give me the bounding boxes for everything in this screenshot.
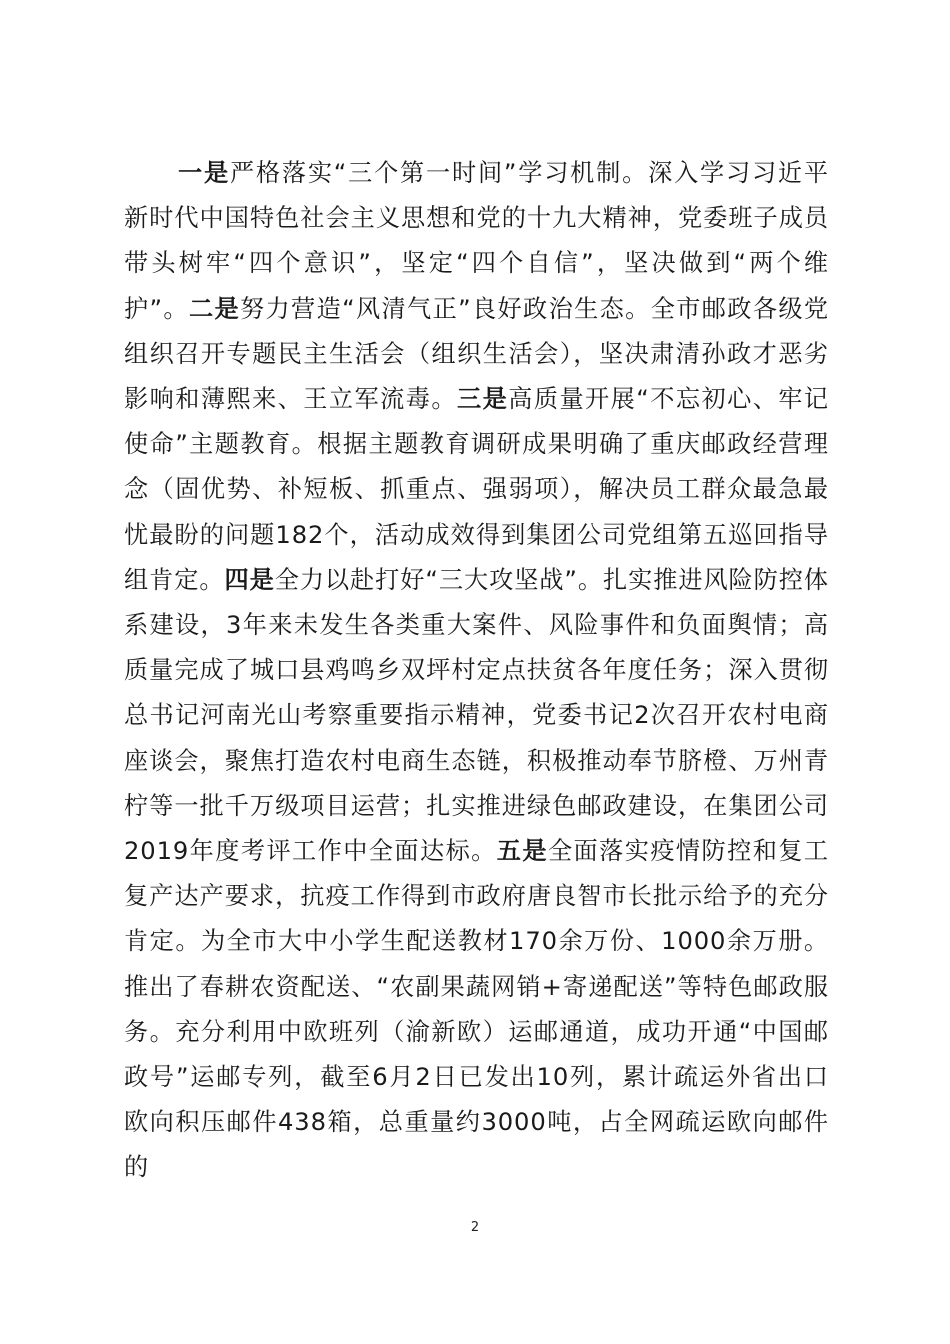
- point-4-marker: 四是: [224, 565, 275, 594]
- point-5-text: 全面落实疫情防控和复工复产达产要求，抗疫工作得到市政府唐良智市长批示给予的充分肯定。为全市大中小学生配送教材170余万份、1000余万册。推出了春耕农资配送、“农副果蔬网销+寄递配送”等特色邮政服务。充分利用中欧班列（渝新欧）运邮通道，成功开通“中国邮政号”运邮专列，截至6月2日已发出10列，累计疏运外省出口欧向积压邮件438箱，总重量约3000吨，占全网疏运欧向邮件的: [124, 837, 829, 1182]
- body-paragraph: [124, 151, 829, 1191]
- page-number: 2: [470, 1220, 480, 1235]
- point-2-marker: 二是: [188, 294, 240, 323]
- point-3-text: 高质量开展“不忘初心、牢记使命”主题教育。根据主题教育调研成果明确了重庆邮政经营理念（固优势、补短板、抓重点、强弱项），解决员工群众最急最忧最盼的问题182个，活动成效得到集团公司党组第五巡回指导组肯定。: [124, 385, 830, 594]
- point-4-text: 全力以赴打好“三大攻坚战”。扎实推进风险防控体系建设，3年来未发生各类重大案件、风险事件和负面舆情；高质量完成了城口县鸡鸣乡双坪村定点扶贫各年度任务；深入贯彻总书记河南光山考察重要指示精神，党委书记2次召开农村电商座谈会，聚焦打造农村电商生态链，积极推动奉节脐橙、万州青柠等一批千万级项目运营；扎实推进绿色邮政建设，在集团公司2019年度考评工作中全面达标。: [124, 565, 829, 866]
- point-3-marker: 三是: [456, 385, 509, 414]
- point-5-marker: 五是: [496, 837, 548, 866]
- point-2-text: 努力营造“风清气正”良好政治生态。全市邮政各级党组织召开专题民主生活会（组织生活会），坚决肃清孙政才恶劣影响和薄熙来、王立军流毒。: [124, 294, 829, 414]
- point-1-text: 严格落实“三个第一时间”学习机制。深入学习习近平新时代中国特色社会主义思想和党的十九大精神，党委班子成员带头树牢“四个意识”，坚定“四个自信”，坚决做到“两个维护”。: [124, 159, 829, 323]
- point-1-marker: 一是: [178, 159, 230, 187]
